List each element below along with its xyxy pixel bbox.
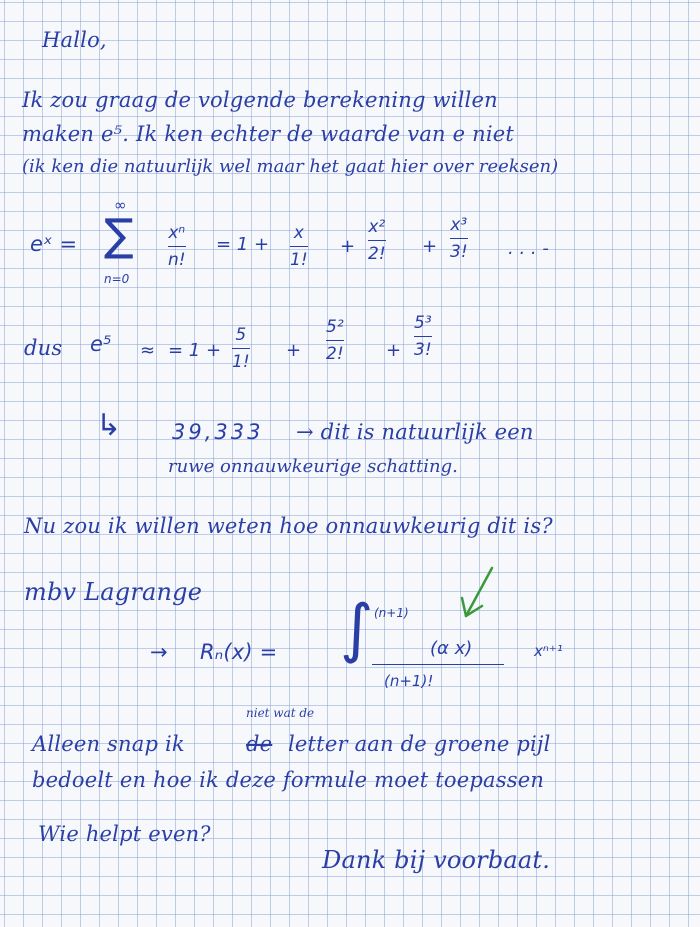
- closing-line-1a: Alleen snap ik: [32, 732, 185, 756]
- question: Nu zou ik willen weten hoe onnauwkeurig dit is?: [24, 514, 553, 538]
- series-term-num: xⁿ: [168, 223, 186, 243]
- series-t2-num: x²: [368, 217, 386, 237]
- approx-t3-den: 3!: [414, 340, 432, 360]
- series-term-den: n!: [168, 250, 186, 270]
- closing-line-3: Wie helpt even?: [38, 822, 211, 846]
- series-dots: . . . -: [508, 238, 549, 259]
- lagrange-power: xⁿ⁺¹: [534, 642, 563, 660]
- lagrange-integral: ∫: [340, 592, 374, 666]
- greeting: Hallo,: [42, 28, 107, 52]
- series-upper-limit: ∞: [114, 196, 127, 214]
- series-plus-2: +: [422, 236, 438, 257]
- approx-t1-num: 5: [235, 325, 247, 345]
- result-comment-2: ruwe onnauwkeurige schatting.: [168, 456, 458, 477]
- approx-plus-2: +: [386, 340, 402, 361]
- lagrange-lhs: Rₙ(x) =: [200, 640, 278, 664]
- approx-prefix: dus: [24, 336, 63, 360]
- series-sigma: ∑: [104, 210, 134, 261]
- result-arrow: ↳: [96, 408, 122, 443]
- approx-eq: = 1 +: [168, 340, 222, 361]
- lagrange-denominator: (n+1)!: [384, 672, 434, 690]
- series-t3-den: 3!: [450, 242, 468, 262]
- intro-line-1: Ik zou graag de volgende berekening willen: [22, 88, 498, 112]
- closing-line-1b: letter aan de groene pijl: [288, 732, 551, 756]
- series-lhs: eˣ =: [30, 232, 78, 256]
- approx-t2-num: 5²: [326, 317, 344, 337]
- series-t1-den: 1!: [290, 250, 308, 270]
- series-plus-1: +: [340, 236, 356, 257]
- series-eq: = 1 +: [216, 234, 270, 255]
- approx-plus-1: +: [286, 340, 302, 361]
- result-value: 39,333: [172, 420, 264, 444]
- series-t1-num: x: [293, 223, 304, 243]
- result-comment-1: → dit is natuurlijk een: [296, 420, 534, 444]
- closing-line-2: bedoelt en hoe ik deze formule moet toepassen: [32, 768, 545, 792]
- lagrange-prefix: →: [150, 640, 168, 664]
- insert-note: niet wat de: [246, 706, 315, 720]
- approx-t1-den: 1!: [232, 352, 250, 372]
- lagrange-numerator: (α x): [430, 638, 473, 659]
- thanks: Dank bij voorbaat.: [322, 846, 551, 874]
- series-lower-limit: n=0: [104, 272, 130, 286]
- method: mbv Lagrange: [24, 578, 203, 606]
- struck-word: de: [246, 732, 273, 756]
- intro-line-3: (ik ken die natuurlijk wel maar het gaat hier over reeksen): [22, 156, 559, 177]
- series-t2-den: 2!: [368, 244, 386, 264]
- series-t3-num: x³: [450, 215, 468, 235]
- approx-lhs: e⁵: [90, 332, 112, 356]
- lagrange-superscript: (n+1): [374, 606, 409, 620]
- approx-sign: ≈: [140, 340, 156, 361]
- approx-t3-num: 5³: [414, 313, 432, 333]
- intro-line-2: maken e⁵. Ik ken echter de waarde van e niet: [22, 122, 515, 146]
- approx-t2-den: 2!: [326, 344, 344, 364]
